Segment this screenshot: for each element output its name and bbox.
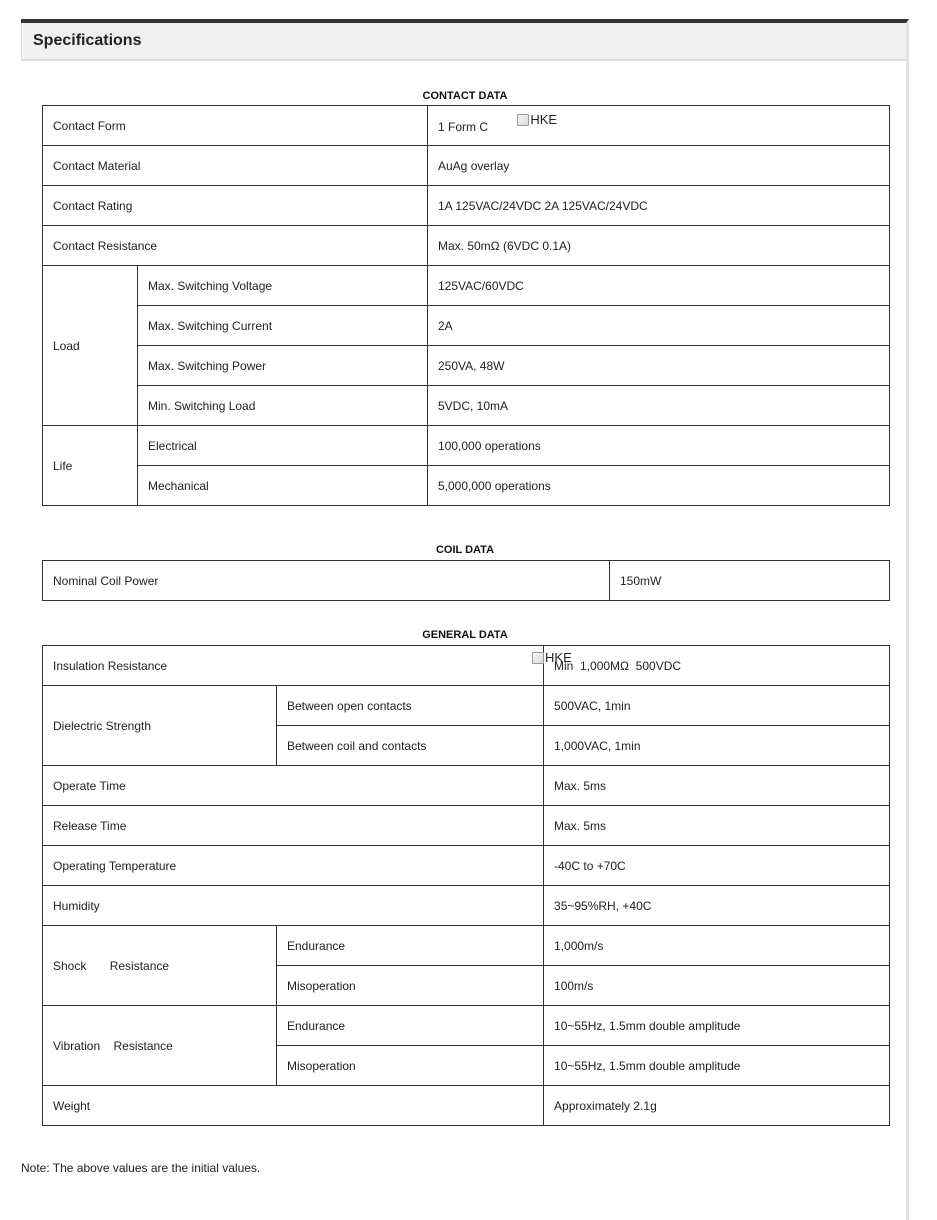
general-data-table — [42, 645, 890, 1126]
panel-header — [21, 23, 906, 61]
spec-sublabel: Max. Switching Current — [138, 306, 428, 346]
spec-value: Max. 50mΩ (6VDC 0.1A) — [428, 226, 890, 266]
table-row — [43, 846, 890, 886]
table-row — [43, 306, 890, 346]
spec-value-text: Min 1,000MΩ 500VDC — [554, 658, 682, 673]
table-row — [43, 686, 890, 726]
spec-label: Operate Time — [43, 766, 544, 806]
spec-value: Approximately 2.1g — [544, 1086, 890, 1126]
spec-group-label: Vibration Resistance — [43, 1006, 277, 1086]
table-row — [43, 806, 890, 846]
spec-sublabel: Endurance — [277, 926, 544, 966]
broken-image-icon — [517, 114, 529, 126]
coil-data-title: COIL DATA — [435, 544, 495, 556]
table-row — [43, 106, 890, 146]
table-row — [43, 426, 890, 466]
table-row — [43, 1006, 890, 1046]
table-row — [43, 561, 890, 601]
spec-label: Contact Resistance — [43, 226, 428, 266]
spec-value: 35~95%RH, +40C — [544, 886, 890, 926]
spec-label: Contact Rating — [43, 186, 428, 226]
spec-value: 1,000m/s — [544, 926, 890, 966]
table-row — [43, 466, 890, 506]
spec-value — [544, 646, 890, 686]
spec-label: Weight — [43, 1086, 544, 1126]
panel-title: Specifications — [33, 32, 142, 49]
spec-sublabel: Misoperation — [277, 1046, 544, 1086]
spec-sublabel: Between coil and contacts — [277, 726, 544, 766]
spec-label: Contact Form — [43, 106, 428, 146]
spec-label: Insulation Resistance — [43, 646, 544, 686]
contact-data-title: CONTACT DATA — [422, 90, 508, 102]
spec-value: Max. 5ms — [544, 806, 890, 846]
table-row — [43, 886, 890, 926]
spec-group-label: Load — [43, 266, 138, 426]
spec-value: 5,000,000 operations — [428, 466, 890, 506]
hke-image-alt: HKE — [545, 650, 572, 665]
table-row — [43, 646, 890, 686]
spec-value: 5VDC, 10mA — [428, 386, 890, 426]
table-row — [43, 146, 890, 186]
spec-value: 150mW — [610, 561, 890, 601]
spec-label: Release Time — [43, 806, 544, 846]
spec-value: 2A — [428, 306, 890, 346]
spec-group-label: Life — [43, 426, 138, 506]
spec-sublabel: Endurance — [277, 1006, 544, 1046]
contact-data-table — [42, 105, 890, 506]
spec-sublabel: Min. Switching Load — [138, 386, 428, 426]
spec-group-label: Shock Resistance — [43, 926, 277, 1006]
spec-value-text: 1 Form C — [438, 119, 489, 134]
table-row — [43, 186, 890, 226]
spec-value — [428, 106, 890, 146]
table-row — [43, 926, 890, 966]
spec-value: 100,000 operations — [428, 426, 890, 466]
hke-image — [517, 113, 557, 127]
spec-label: Operating Temperature — [43, 846, 544, 886]
spec-label: Humidity — [43, 886, 544, 926]
spec-value: AuAg overlay — [428, 146, 890, 186]
table-row — [43, 226, 890, 266]
table-row — [43, 766, 890, 806]
spec-value: 125VAC/60VDC — [428, 266, 890, 306]
coil-data-table — [42, 560, 890, 601]
hke-image — [532, 651, 572, 665]
spec-sublabel: Mechanical — [138, 466, 428, 506]
spec-value: -40C to +70C — [544, 846, 890, 886]
table-row — [43, 386, 890, 426]
spec-sublabel: Misoperation — [277, 966, 544, 1006]
spec-value: 250VA, 48W — [428, 346, 890, 386]
hke-image-alt: HKE — [530, 111, 558, 127]
broken-image-icon — [532, 652, 544, 664]
specifications-panel — [21, 19, 909, 1220]
spec-value: 500VAC, 1min — [544, 686, 890, 726]
footnote: Note: The above values are the initial values. — [21, 1161, 261, 1175]
table-row — [43, 346, 890, 386]
spec-value: 100m/s — [544, 966, 890, 1006]
spec-value: 10~55Hz, 1.5mm double amplitude — [544, 1046, 890, 1086]
spec-label: Contact Material — [43, 146, 428, 186]
spec-sublabel: Between open contacts — [277, 686, 544, 726]
spec-label: Nominal Coil Power — [43, 561, 610, 601]
table-row — [43, 1086, 890, 1126]
spec-value: 10~55Hz, 1.5mm double amplitude — [544, 1006, 890, 1046]
spec-value: Max. 5ms — [544, 766, 890, 806]
spec-group-label: Dielectric Strength — [43, 686, 277, 766]
spec-value: 1,000VAC, 1min — [544, 726, 890, 766]
spec-sublabel: Max. Switching Power — [138, 346, 428, 386]
general-data-title: GENERAL DATA — [422, 629, 508, 641]
spec-sublabel: Max. Switching Voltage — [138, 266, 428, 306]
spec-value: 1A 125VAC/24VDC 2A 125VAC/24VDC — [428, 186, 890, 226]
table-row — [43, 266, 890, 306]
spec-sublabel: Electrical — [138, 426, 428, 466]
